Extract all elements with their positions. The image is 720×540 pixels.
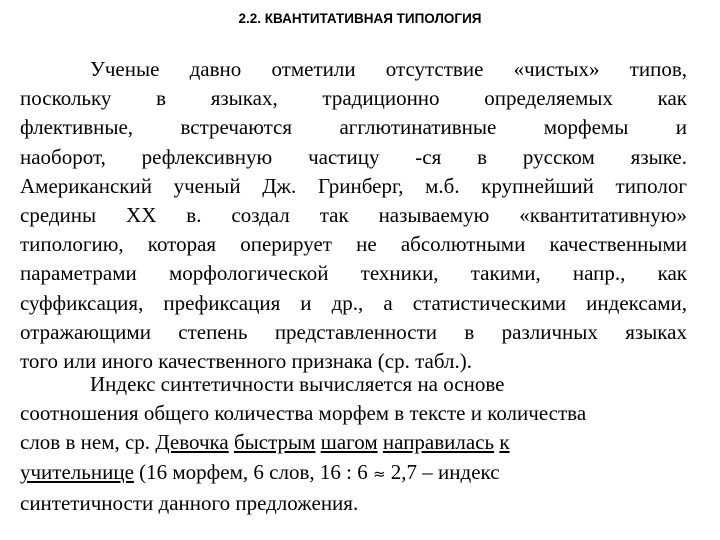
example-word: учительнице [20, 459, 134, 484]
text-line-example [20, 428, 687, 457]
text-line: Индекс синтетичности вычисляется на основе [90, 372, 505, 396]
text-line: параметрами морфологической техники, такими, напр., как [20, 261, 687, 286]
text-line-calculation [20, 458, 687, 489]
paragraph-1 [20, 55, 687, 376]
text-line: соотношения общего количества морфем в тексте и количества [20, 401, 587, 426]
example-word: к [499, 430, 510, 455]
example-word: направилась [382, 430, 495, 455]
text-line: средины XX в. создал так называемую «квантитативную» [20, 203, 687, 228]
example-word: Девочка [155, 430, 229, 455]
example-intro: слов в нем, ср. [20, 430, 151, 455]
section-title: 2.2. КВАНТИТАТИВНАЯ ТИПОЛОГИЯ [238, 11, 482, 26]
paragraph-2 [20, 370, 687, 518]
example-word: шагом [320, 430, 378, 455]
text-line: синтетичности данного предложения. [20, 490, 359, 515]
approx-symbol: ≈ [372, 464, 386, 483]
text-line: типологию, которая оперирует не абсолютными качественными [20, 232, 687, 257]
text-line: наоборот, рефлексивную частицу -ся в русском языке. [20, 144, 687, 169]
calculation-result: 2,7 – индекс [390, 459, 500, 484]
text-line: того или иного качественного признака (ср. табл.). [20, 349, 472, 374]
text-line: Ученые давно отметили отсутствие «чистых» типов, [90, 57, 687, 81]
text-line: отражающими степень представленности в различных языках [20, 319, 687, 344]
text-line: суффиксация, префиксация и др., а статистическими индексами, [20, 290, 687, 315]
calculation-text: (16 морфем, 6 слов, 16 : 6 [139, 459, 368, 484]
text-line: Американский ученый Дж. Гринберг, м.б. крупнейший типолог [20, 173, 687, 198]
text-line: флективные, встречаются агглютинативные морфемы и [20, 115, 687, 140]
text-line: поскольку в языках, традиционно определяемых как [20, 86, 687, 111]
example-word: быстрым [233, 430, 316, 455]
